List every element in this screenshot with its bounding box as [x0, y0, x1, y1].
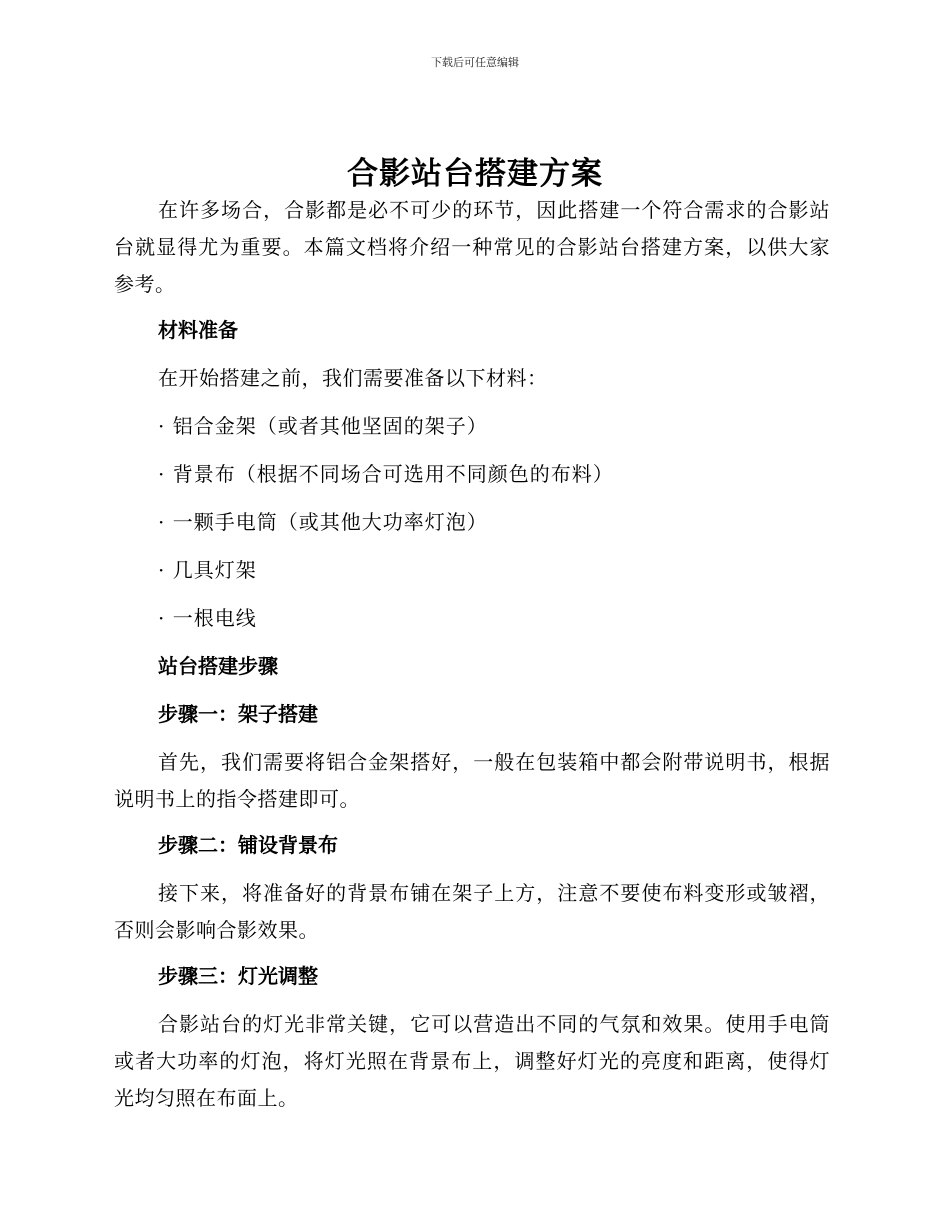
material-item: · 铝合金架（或者其他坚固的架子） [158, 414, 488, 438]
material-item: · 背景布（根据不同场合可选用不同颜色的布料） [158, 462, 614, 486]
step-3-body: 合影站台的灯光非常关键，它可以营造出不同的气氛和效果。使用手电筒或者大功率的灯泡，将灯光照在背景布上，调整好灯光的亮度和距离，使得灯光均匀照在布面上。 [114, 1012, 830, 1110]
intro-paragraph: 在许多场合，合影都是必不可少的环节，因此搭建一个符合需求的合影站台就显得尤为重要。本篇文档将介绍一种常见的合影站台搭建方案，以供大家参考。 [114, 198, 830, 296]
step-2-heading: 步骤二：铺设背景布 [158, 833, 338, 857]
step-1-body: 首先，我们需要将铝合金架搭好，一般在包装箱中都会附带说明书，根据说明书上的指令搭建即可。 [114, 750, 830, 811]
material-item: · 几具灯架 [158, 558, 257, 582]
document-body [114, 192, 830, 1117]
page-header-note: 下载后可任意编辑 [431, 56, 519, 69]
material-item: · 一根电线 [158, 606, 257, 630]
step-3-heading: 步骤三：灯光调整 [158, 964, 318, 988]
materials-heading: 材料准备 [158, 318, 238, 342]
material-item: · 一颗手电筒（或其他大功率灯泡） [158, 510, 488, 534]
steps-heading: 站台搭建步骤 [158, 654, 278, 678]
materials-lead: 在开始搭建之前，我们需要准备以下材料： [158, 366, 548, 390]
step-2-body: 接下来，将准备好的背景布铺在架子上方，注意不要使布料变形或皱褶，否则会影响合影效果。 [114, 881, 830, 942]
step-1-heading: 步骤一：架子搭建 [158, 702, 318, 726]
document-title: 合影站台搭建方案 [347, 156, 603, 192]
